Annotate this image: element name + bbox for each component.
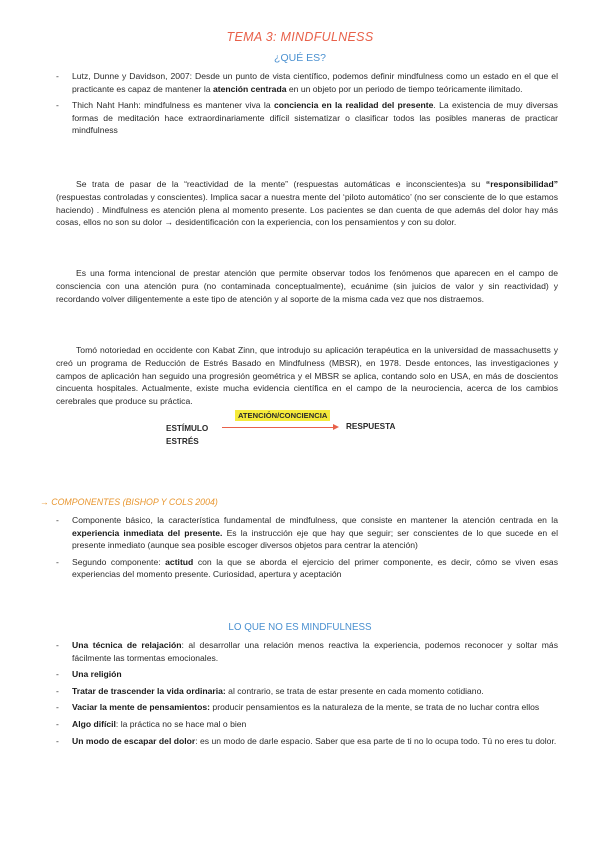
not-item-bold: Una religión (72, 669, 122, 680)
not-item-text: : es un modo de darle espacio. Saber que esa parte de ti no lo ocupa todo. Tú no eres tu dolor. (195, 735, 557, 746)
component-text: con la que se aborda el ejercicio del primer componente, es decir, cómo se viven esas experiencias del momento presente. Curiosidad, apertura y aceptación (72, 556, 558, 580)
definitions-list (56, 70, 558, 141)
not-item-bold: Vaciar la mente de pensamientos: (72, 702, 211, 713)
paragraph-text: Se trata de pasar de la “reactividad de la mente” (respuestas automáticas e inconscientes)a su (76, 179, 486, 189)
diagram-attention-label: ATENCIÓN/CONCIENCIA (235, 410, 330, 421)
diagram-stimulus-line1: ESTÍMULO (166, 424, 209, 433)
paragraph-bold: “responsibilidad” (485, 179, 558, 189)
component-text: Segundo componente: (72, 556, 166, 567)
list-item (56, 70, 558, 95)
not-item-bold: Una técnica de relajación (72, 640, 182, 650)
list-item (56, 685, 558, 698)
definition-text: . La existencia de muy diversas formas de meditación hace extraordinariamente difícil sistematizar o clasificar todos las posibles maneras de practicar mindfulness (72, 100, 558, 136)
component-bold: experiencia inmediata del presente. (72, 527, 223, 538)
list-item (56, 735, 558, 748)
diagram-response-label: RESPUESTA (346, 422, 396, 431)
not-item-text: : la práctica no se hace mal o bien (115, 718, 247, 729)
component-text: Componente básico, la característica fundamental de mindfulness, que consiste en mantener la atención centrada en la (72, 515, 558, 525)
components-heading: → COMPONENTES (BISHOP Y COLS 2004) (40, 497, 218, 507)
section-subtitle-que-es: ¿QUÉ ES? (274, 52, 326, 64)
not-mindfulness-list (56, 639, 558, 751)
list-item (56, 514, 558, 552)
list-item (56, 556, 558, 581)
components-list (56, 514, 558, 585)
definition-bold: conciencia en la realidad del presente (273, 100, 434, 111)
not-item-text: al contrario, se trata de estar presente en cada momento cotidiano. (225, 685, 484, 696)
paragraph-reactividad (56, 178, 558, 229)
definition-text: Thich Naht Hanh: mindfulness es mantener viva la (72, 100, 274, 111)
list-item (56, 718, 558, 731)
not-item-bold: Tratar de trascender la vida ordinaria: (72, 685, 226, 696)
definition-text: Lutz, Dunne y Davidson, 2007: Desde un punto de vista científico, podemos definir mindfulness como un estado en el que el practicante es capaz de mantener la (72, 71, 558, 94)
list-item (56, 701, 558, 714)
not-item-text: : al desarrollar una relación menos reactiva la experiencia, podemos reconocer y soltar más fácilmente las tormentas emocionales. (72, 640, 559, 663)
page-title: TEMA 3: MINDFULNESS (226, 30, 374, 44)
component-text: Es la instrucción eje que hay que seguir; ser conscientes de lo que sucede en el presente inmediato (aunque sea posible escoger diversos objetos para centrar la atención) (72, 527, 558, 551)
diagram-stimulus-label (166, 422, 208, 448)
paragraph-atencion: Es una forma intencional de prestar atención que permite observar todos los fenómenos que aparecen en el campo de consciencia con una atención pura (no contaminada conceptualmente), ecuánime (sin juicios de valor y sin reactividad) y recordando volver diligentemente a este tipo de atención y al soporte de la misma cada vez que nos distraemos. (56, 268, 558, 304)
paragraph-text: (respuestas controladas y conscientes). Implica sacar a nuestra mente del ‘piloto automático’ (no ser consciente de lo que estamos haciendo) . Mindfulness es atención plena al momento presente. Los pacientes se dan cuenta de que además del dolor hay más cosas, ellos no son su dolor → desidentificación con la experiencia, con los pensamientos y con su dolor. (56, 191, 558, 228)
attention-diagram (160, 410, 440, 470)
not-item-bold: Un modo de escapar del dolor (72, 735, 196, 746)
list-item (56, 99, 558, 137)
not-item-bold: Algo difícil (72, 718, 116, 729)
arrow-right-icon (222, 427, 334, 428)
paragraph-kabat-zinn: Tomó notoriedad en occidente con Kabat Zinn, que introdujo su aplicación terapéutica en la universidad de massachusetts y creó un programa de Reducción de Estrés Basado en Mindfulness (MBSR), en 1978. Desde entonces, las investigaciones y campos de aplicación han seguido una progresión geométrica y el MBSR se aplica, contando solo en USA, en más de doscientos cincuenta hospitales. Actualmente, existe mucha evidencia científica en el campo de la neurociencia, acerca de los cambios cerebrales que produce su práctica. (56, 345, 558, 407)
definition-bold: atención centrada (212, 83, 287, 94)
diagram-stimulus-line2: ESTRÉS (166, 437, 199, 446)
component-bold: actitud (165, 556, 194, 567)
not-item-text: producir pensamientos es la naturaleza de la mente, se trata de no luchar contra ellos (210, 702, 540, 713)
not-mindfulness-heading: LO QUE NO ES MINDFULNESS (228, 622, 372, 633)
definition-text: en un objeto por un periodo de tiempo teóricamente ilimitado. (286, 83, 523, 94)
list-item (56, 668, 558, 681)
list-item (56, 639, 558, 664)
